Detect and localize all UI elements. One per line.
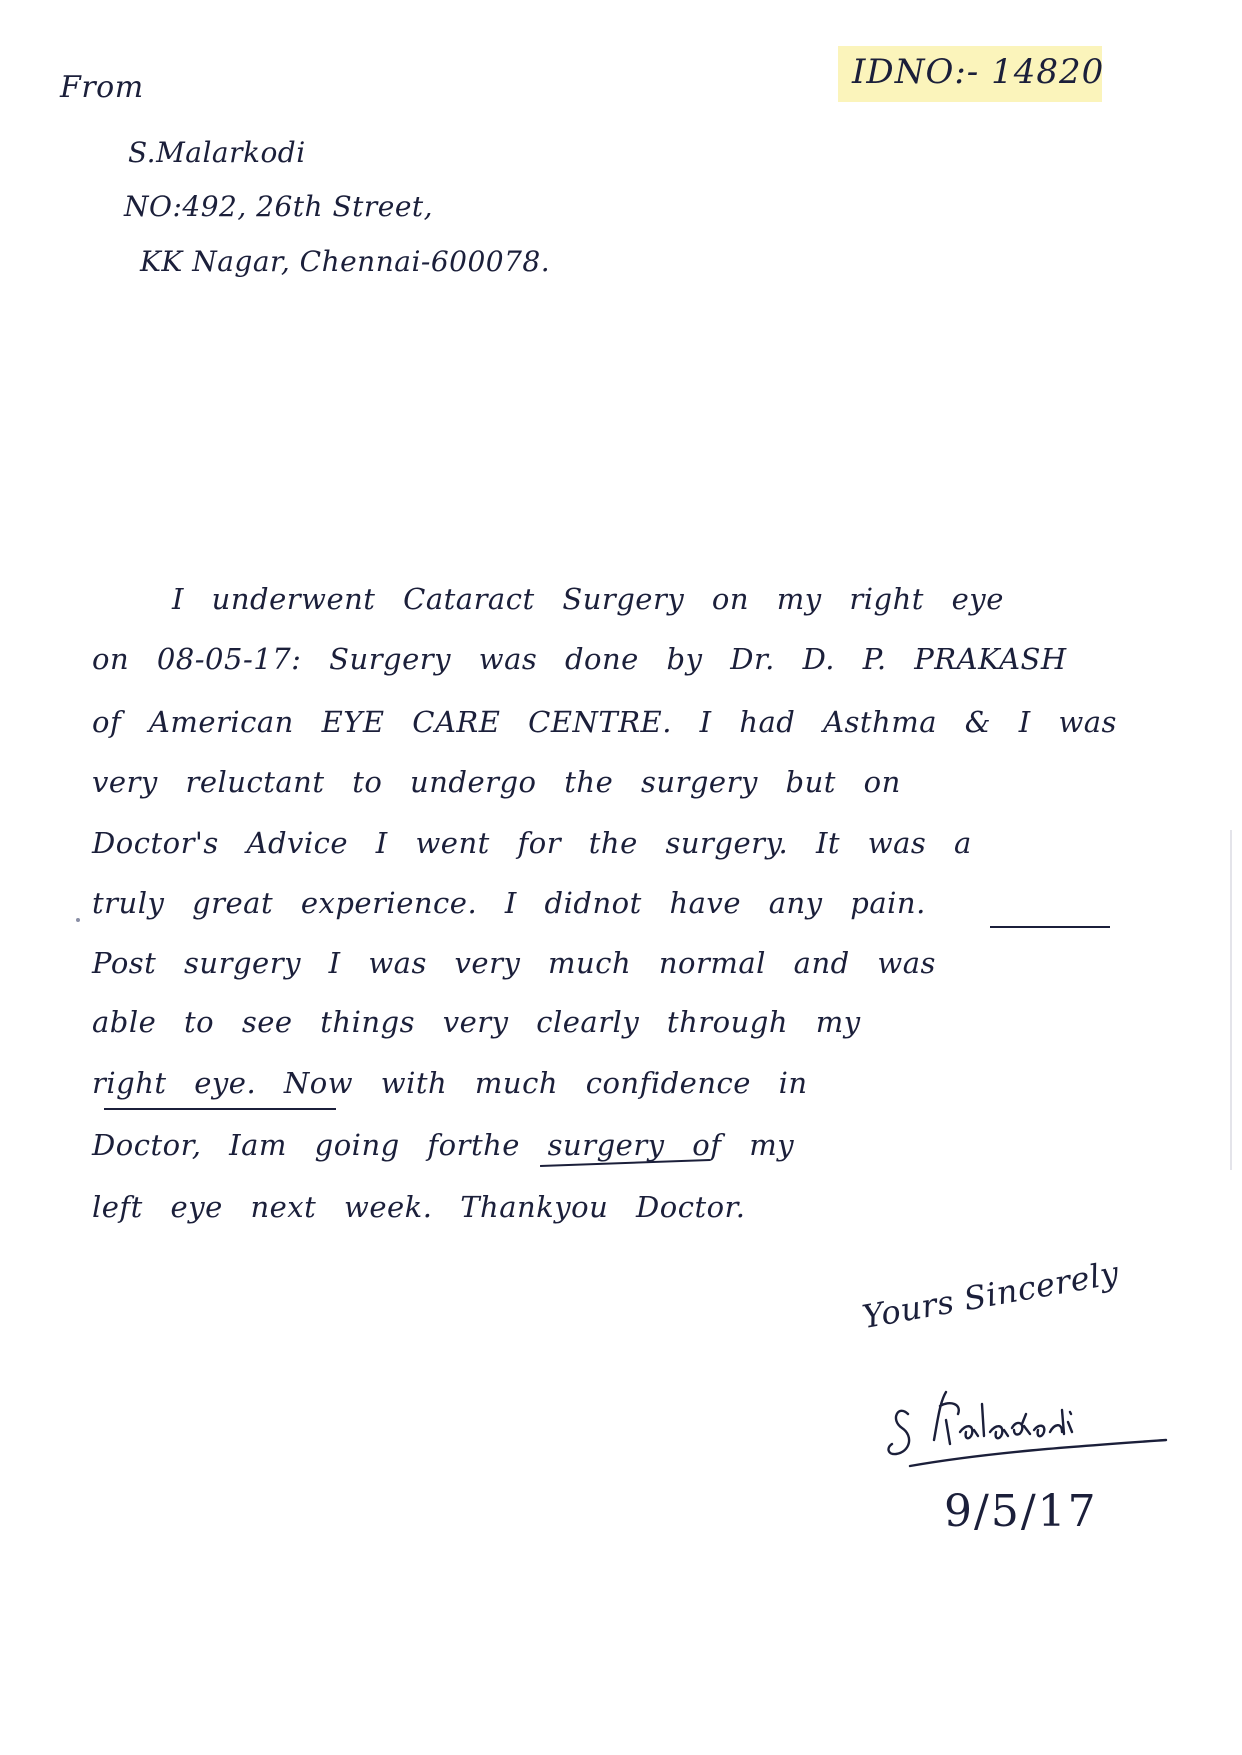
letter-line: right eye. Now with much confidence in [92, 1066, 808, 1100]
letter-line: I underwent Cataract Surgery on my right eye [172, 582, 1004, 616]
letter-line: on 08-05-17: Surgery was done by Dr. D. P. PRAKASH [92, 642, 1067, 676]
letter-line: Doctor's Advice I went for the surgery. It was a [92, 826, 972, 860]
id-number: IDNO:- 14820 [852, 52, 1105, 92]
valediction: Yours Sincerely [859, 1253, 1122, 1336]
letter-line: truly great experience. I didnot have any pain. [92, 886, 926, 920]
letter-line: left eye next week. Thankyou Doctor. [92, 1190, 746, 1224]
letter-line: of American EYE CARE CENTRE. I had Asthma & I was [92, 705, 1117, 739]
letter-line: able to see things very clearly through my [92, 1005, 861, 1039]
from-label: From [60, 70, 144, 105]
signature-date: 9/5/17 [944, 1486, 1098, 1537]
underline-any-pain [990, 926, 1110, 928]
sender-address-city: KK Nagar, Chennai-600078. [140, 245, 551, 278]
scan-speck [76, 918, 80, 922]
handwritten-signature [880, 1374, 1170, 1470]
letter-line: Post surgery I was very much normal and was [92, 946, 936, 980]
letter-line: very reluctant to undergo the surgery but on [92, 765, 901, 799]
letter-line: Doctor, Iam going forthe surgery of my [92, 1128, 795, 1162]
sender-name: S.Malarkodi [128, 136, 306, 169]
sender-address-street: NO:492, 26th Street, [124, 190, 434, 223]
underline-right-eye [104, 1108, 336, 1110]
scan-edge [1230, 830, 1232, 1170]
